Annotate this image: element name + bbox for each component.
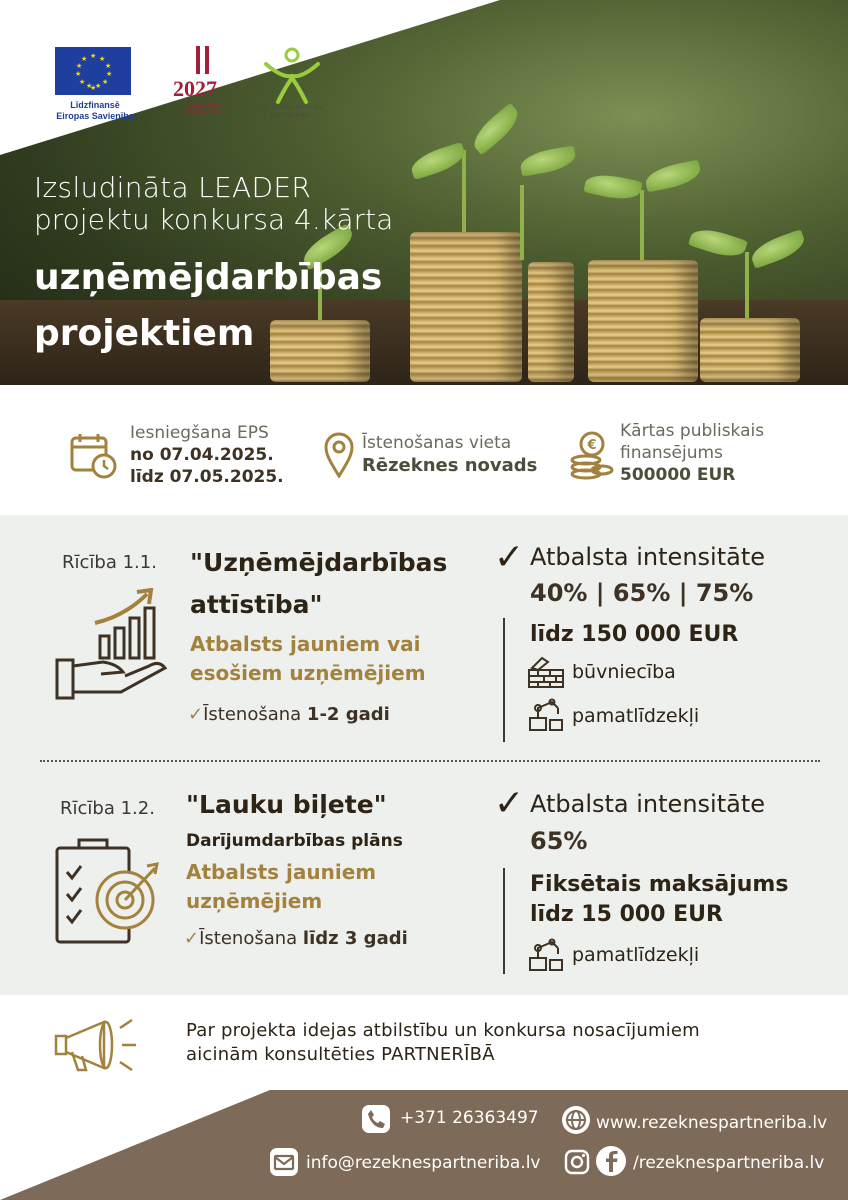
facebook-icon[interactable]: [596, 1146, 626, 1176]
eu-flag-logo: ★ ★ ★ ★ ★ ★ ★ ★ ★ ★ ★ ★: [55, 47, 131, 95]
consult-line: Par projekta idejas atbilstību un konkursa nosacījumiem: [186, 1020, 700, 1041]
sprout-stem: [462, 150, 466, 232]
action1-item: pamatlīdzekļi: [572, 705, 700, 727]
bricks-trowel-icon: [528, 656, 564, 688]
globe-icon: [562, 1106, 590, 1134]
coin-stack: [528, 262, 574, 382]
action2-implementation: [184, 928, 408, 950]
coin-stack: [588, 260, 698, 382]
eu-caption-line: Eiropas Savienība: [56, 111, 134, 121]
sprout-leaf: [688, 224, 748, 262]
machinery-icon: [528, 698, 564, 732]
action2-subtitle: Darījumdarbības plāns: [186, 831, 403, 851]
machinery-icon: [528, 938, 564, 972]
divider-line: [503, 868, 505, 974]
partnership-caption-line: RĒZEKNES NOVADA: [258, 105, 324, 111]
action2-amount: līdz 15 000 EUR: [530, 902, 723, 927]
action2-title: "Lauku biļete": [186, 790, 387, 819]
nap-caption-line: attīstības plāns: [184, 110, 226, 116]
instagram-icon[interactable]: [563, 1148, 591, 1176]
action1-item: būvniecība: [572, 661, 676, 683]
calendar-clock-icon: [70, 432, 118, 480]
sprout-stem: [520, 185, 524, 260]
sprout-stem: [745, 252, 749, 318]
nap-logo-year: 2027: [173, 76, 217, 101]
place-label: Īstenošanas vieta: [362, 433, 512, 453]
action2-intensity-label: Atbalsta intensitāte: [530, 790, 765, 818]
hero-title-line: projektu konkursa 4.kārta: [34, 203, 394, 236]
action1-title: attīstība": [190, 590, 323, 619]
action1-support: Atbalsts jauniem vai: [190, 632, 421, 656]
action1-intensity-label: Atbalsta intensitāte: [530, 543, 765, 571]
partnership-logo: [258, 46, 326, 106]
consult-line: aicinām konsultēties PARTNERĪBĀ: [186, 1044, 495, 1065]
check-icon: ✓: [188, 704, 204, 725]
action2-amount: Fiksētais maksājums: [530, 872, 789, 897]
impl-value: līdz 3 gadi: [302, 928, 408, 949]
social-handle-link[interactable]: /rezeknespartneriba.lv: [633, 1153, 825, 1173]
location-pin-icon: [324, 432, 354, 478]
funding-label: Kārtas publiskais: [620, 421, 765, 441]
action2-support: Atbalsts jauniem: [186, 860, 377, 884]
clipboard-target-icon: [55, 836, 170, 946]
action1-support: esošiem uzņēmējiem: [190, 661, 426, 685]
sprout-leaf: [748, 229, 808, 269]
website-link[interactable]: www.rezeknespartneriba.lv: [596, 1113, 828, 1133]
impl-value: 1-2 gadi: [306, 704, 390, 725]
hero-title-emphasis: projektiem: [34, 313, 255, 354]
email-icon: [270, 1148, 298, 1176]
partnership-caption: [244, 104, 338, 120]
growth-hand-icon: [55, 588, 170, 703]
eu-caption: [50, 100, 140, 122]
action1-title: "Uzņēmējdarbības: [190, 548, 448, 577]
action2-item: pamatlīdzekļi: [572, 944, 700, 966]
coin-stack: [700, 318, 800, 382]
phone-link[interactable]: +371 26363497: [400, 1108, 539, 1128]
check-icon: ✓: [184, 928, 200, 949]
place-value: Rēzeknes novads: [362, 455, 538, 476]
submission-to: līdz 07.05.2025.: [130, 467, 284, 487]
hero-title-line: Izsludināta LEADER: [34, 171, 312, 204]
action1-code: Rīcība 1.1.: [62, 552, 157, 573]
nap-logo-bars: [196, 46, 210, 74]
action1-intensity-values: 40% | 65% | 75%: [530, 579, 754, 607]
check-icon: ✓: [494, 537, 525, 578]
check-icon: ✓: [494, 783, 525, 824]
sprout-leaf: [643, 159, 702, 192]
phone-icon: [362, 1105, 390, 1133]
action2-support: uzņēmējiem: [186, 889, 323, 913]
megaphone-icon: [52, 1016, 148, 1074]
section-divider: [40, 760, 820, 762]
sprout-leaf: [519, 145, 578, 176]
nap-caption-line: Nacionālais: [189, 103, 221, 109]
partnership-caption-line: PARTNERĪBA: [270, 113, 312, 119]
action2-code: Rīcība 1.2.: [60, 798, 155, 819]
funding-value: 500000 EUR: [620, 465, 736, 485]
nap-caption: [172, 103, 238, 117]
impl-label: Īstenošana: [199, 928, 298, 949]
hero-title-emphasis: uzņēmējdarbības: [34, 257, 383, 298]
email-link[interactable]: info@rezeknespartneriba.lv: [306, 1153, 541, 1173]
submission-label: Iesniegšana EPS: [130, 423, 269, 443]
submission-from: no 07.04.2025.: [130, 445, 274, 465]
coin-stack: [410, 232, 522, 382]
consult-text: [186, 1019, 700, 1067]
svg-text:€: €: [587, 438, 597, 453]
impl-label: Īstenošana: [203, 704, 302, 725]
action2-intensity-values: 65%: [530, 827, 588, 855]
sprout-stem: [640, 190, 644, 260]
coin-stack: [270, 320, 370, 382]
action1-implementation: [188, 704, 390, 726]
sprout-leaf: [583, 170, 642, 203]
footer-corner: [0, 1090, 270, 1200]
funding-label: finansējums: [620, 443, 723, 463]
action1-amount: līdz 150 000 EUR: [530, 622, 739, 647]
eu-caption-line: Līdzfinansē: [70, 100, 120, 110]
divider-line: [503, 618, 505, 742]
euro-coins-icon: [568, 430, 614, 480]
